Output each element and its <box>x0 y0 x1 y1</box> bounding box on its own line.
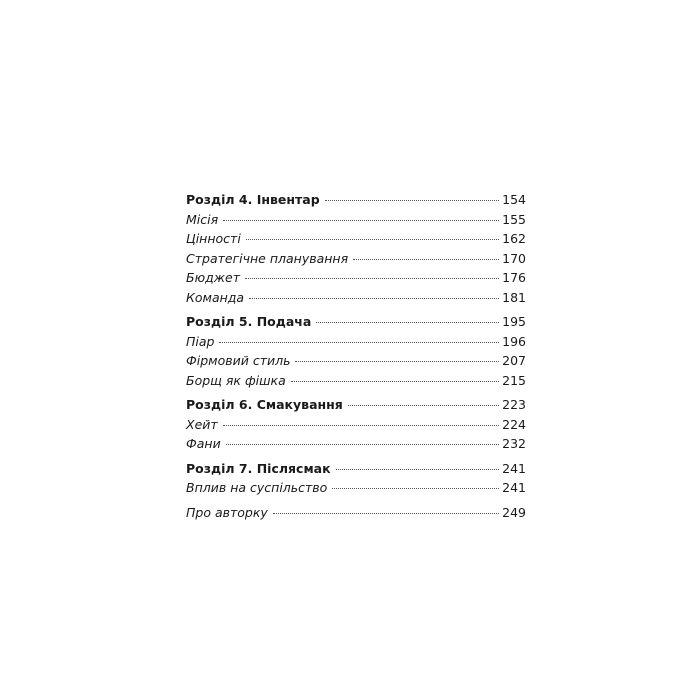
toc-entry-title: Вплив на суспільство <box>186 480 328 495</box>
dot-leader <box>325 200 500 201</box>
toc-entry-title: Про авторку <box>186 504 268 520</box>
toc-entry-chapter <box>186 459 526 479</box>
toc-page-number: 232 <box>502 436 526 451</box>
toc-entry-title: Фірмовий стиль <box>186 353 291 368</box>
toc-section-chapter-6 <box>186 395 526 454</box>
toc-entry-title: Хейт <box>186 416 218 432</box>
toc-entry-title: Розділ 5. Подача <box>186 314 312 329</box>
toc-page-number: 154 <box>502 192 526 207</box>
toc-entry <box>186 434 526 454</box>
toc-entry-title: Бюджет <box>186 270 240 285</box>
dot-leader <box>245 278 499 279</box>
toc-entry-title: Цінності <box>186 231 241 246</box>
toc-entry <box>186 332 526 352</box>
dot-leader <box>295 361 499 362</box>
toc-page-number: 249 <box>502 504 526 520</box>
toc-page-number: 223 <box>502 397 526 412</box>
toc-entry <box>186 268 526 288</box>
toc-page-number: 241 <box>502 480 526 495</box>
toc-entry-chapter <box>186 395 526 415</box>
toc-entry <box>186 478 526 498</box>
toc-entry-title: Розділ 6. Смакування <box>186 397 343 412</box>
dot-leader <box>353 259 499 260</box>
toc-page-number: 241 <box>502 460 526 476</box>
toc-entry-title: Стратегічне планування <box>186 250 349 266</box>
toc-entry-title: Місія <box>186 211 219 227</box>
dot-leader <box>219 342 499 343</box>
toc-entry-title: Піар <box>186 333 215 349</box>
dot-leader <box>226 444 499 445</box>
toc-entry <box>186 229 526 249</box>
toc-page-number: 195 <box>502 314 526 329</box>
toc-entry <box>186 351 526 371</box>
dot-leader <box>223 220 499 221</box>
toc-entry <box>186 371 526 391</box>
dot-leader <box>348 405 499 406</box>
dot-leader <box>273 513 499 514</box>
toc-section-chapter-4 <box>186 190 526 307</box>
dot-leader <box>223 425 499 426</box>
toc-entry <box>186 415 526 435</box>
toc-page-number: 224 <box>502 416 526 432</box>
toc-page-number: 176 <box>502 270 526 285</box>
toc-entry-chapter <box>186 312 526 332</box>
toc-entry-chapter <box>186 190 526 210</box>
toc-entry <box>186 249 526 269</box>
toc-entry <box>186 503 526 523</box>
toc-entry <box>186 288 526 308</box>
toc-entry-title: Борщ як фішка <box>186 372 286 388</box>
toc-section-chapter-5 <box>186 312 526 390</box>
toc-entry-title: Фани <box>186 436 221 451</box>
toc-page-number: 162 <box>502 231 526 246</box>
toc-entry <box>186 210 526 230</box>
dot-leader <box>332 488 499 489</box>
toc-entry-title: Команда <box>186 289 245 305</box>
toc-page-number: 196 <box>502 333 526 349</box>
toc-page-number: 155 <box>502 211 526 227</box>
dot-leader <box>246 239 499 240</box>
toc-page-number: 170 <box>502 250 526 266</box>
toc-section-chapter-7 <box>186 459 526 498</box>
dot-leader <box>336 469 500 470</box>
table-of-contents <box>186 190 526 527</box>
toc-entry-title: Розділ 4. Інвентар <box>186 192 320 207</box>
toc-entry-title: Розділ 7. Післясмак <box>186 460 331 476</box>
toc-page-number: 207 <box>502 353 526 368</box>
toc-page-number: 181 <box>502 289 526 305</box>
toc-section-about-author <box>186 503 526 523</box>
dot-leader <box>316 322 499 323</box>
dot-leader <box>249 298 499 299</box>
toc-page-number: 215 <box>502 372 526 388</box>
dot-leader <box>291 381 499 382</box>
